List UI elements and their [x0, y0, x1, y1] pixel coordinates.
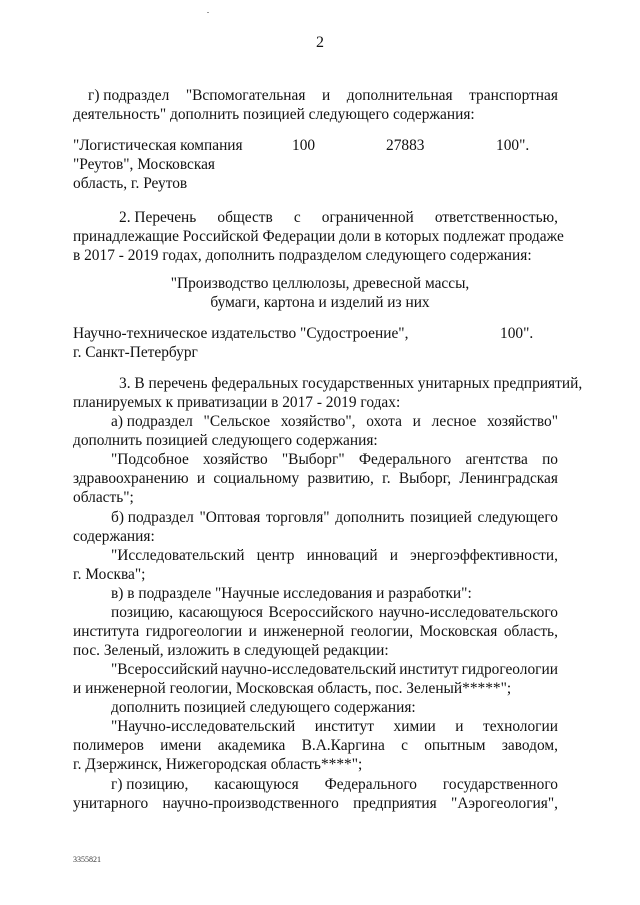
logistics-col2: 27883 [386, 137, 425, 154]
item3-v-line: в) в подразделе "Научные исследования и разработки": [111, 585, 472, 602]
word: с [401, 737, 408, 754]
item3-g-line1 [111, 775, 558, 795]
word: Московская [419, 623, 498, 640]
word: позицией [410, 509, 472, 526]
word: "Сельское [203, 413, 271, 430]
section-g-line2: деятельность" дополнить позицией следующего содержания: [73, 106, 475, 123]
vyborg-line1 [111, 450, 558, 470]
word: Федерального [358, 451, 452, 468]
pulp-heading-line2: бумаги, картона и изделий из них [210, 294, 430, 311]
word: охота [366, 413, 402, 430]
word: область, [503, 623, 558, 640]
add-position-line: дополнить позицией следующего содержания: [111, 699, 416, 716]
item3-b-line2: содержания: [73, 528, 155, 545]
section-g-line1 [88, 86, 558, 106]
position-line2 [73, 622, 558, 642]
word: "Выборг" [281, 451, 345, 468]
word: социальному [213, 470, 300, 487]
kargin-line1 [111, 717, 558, 737]
item2-line1 [119, 208, 558, 228]
word: дополнить [335, 509, 405, 526]
word: Выборг, [398, 470, 452, 487]
word: предприятия [353, 795, 437, 812]
word: хозяйство [203, 451, 268, 468]
word: В.А.Каргина [301, 737, 385, 754]
kargin-line3: г. Дзержинск, Нижегородская область****"; [73, 756, 363, 773]
word: инженерной [263, 623, 345, 640]
word: ограниченной [321, 209, 414, 226]
word: касающуюся [214, 776, 299, 793]
vyborg-line3: область"; [73, 489, 134, 506]
logistics-col1: 100 [292, 137, 316, 154]
item3-b-line1 [111, 508, 558, 528]
word: "Всероссийский [111, 661, 219, 678]
word: института [73, 623, 140, 640]
word: полимеров [73, 737, 144, 754]
page-number: 2 [316, 34, 324, 51]
item3-a-line1 [111, 412, 558, 432]
vyborg-line2 [73, 469, 558, 489]
word: имени [160, 737, 202, 754]
word: химии [393, 718, 436, 735]
word: опытным [424, 737, 486, 754]
word: заводом, [501, 737, 558, 754]
word: "Аэрогеология", [451, 795, 558, 812]
vsegingeo-line2: и инженерной геологии, Московская область, пос. Зеленый*****"; [73, 680, 512, 697]
word: здравоохранению [73, 470, 189, 487]
logistics-col3: 100". [496, 137, 530, 154]
word: Федерального [324, 776, 417, 793]
word: гидрогеологии [461, 661, 558, 678]
research-line1 [111, 546, 558, 566]
word: академика [217, 737, 286, 754]
kargin-line2 [73, 736, 558, 756]
word: "Научно-исследовательский [111, 718, 296, 735]
word: гидрогеологии [145, 623, 243, 640]
pulp-heading-line1: "Производство целлюлозы, древесной массы, [170, 275, 470, 292]
word: хозяйство", [280, 413, 356, 430]
word: энергоэффективности, [410, 547, 558, 564]
position-line3: пос. Зеленый, изложить в следующей редакции: [73, 642, 389, 659]
word: ответственностью, [434, 209, 558, 226]
pulp-org-line1: Научно-техническое издательство "Судостроение", [73, 325, 409, 342]
document-code: 3355821 [73, 855, 101, 864]
word: и [196, 470, 206, 487]
word: Ленинградская [459, 470, 558, 487]
logistics-name-line3: область, г. Реутов [73, 175, 188, 192]
word: г) подраздел [88, 87, 170, 104]
research-line2: г. Москва"; [73, 566, 146, 583]
word: инноваций [306, 547, 378, 564]
word: и [321, 87, 331, 104]
word: по [542, 451, 558, 468]
word: унитарного [73, 795, 149, 812]
word: лесное [431, 413, 477, 430]
word: г) позицию, [111, 776, 189, 793]
word: научно-исследовательского [378, 604, 558, 621]
scan-speck [207, 12, 209, 13]
word: обществ [217, 209, 273, 226]
pulp-value: 100". [500, 325, 534, 342]
word: хозяйство" [487, 413, 558, 430]
word: центр [256, 547, 295, 564]
word: Всероссийского [268, 604, 374, 621]
item3-g-line2 [73, 794, 558, 814]
word: институт [314, 718, 374, 735]
vsegingeo-line1 [111, 660, 558, 680]
word: позицию, [111, 604, 174, 621]
word: технологии [483, 718, 558, 735]
word: 2. Перечень [119, 209, 197, 226]
word: и [248, 623, 257, 640]
word: геологии, [350, 623, 414, 640]
word: "Исследовательский [111, 547, 245, 564]
word: касающуюся [178, 604, 263, 621]
item3-line1: 3. В перечень федеральных государственных унитарных предприятий, [119, 375, 583, 392]
word: развитию, [307, 470, 374, 487]
item2-line3: в 2017 - 2019 годах, дополнить подразделом следующего содержания: [73, 247, 532, 264]
word: и [389, 547, 398, 564]
word: институт [399, 661, 459, 678]
logistics-name-line2: "Реутов", Московская [73, 156, 216, 173]
word: государственного [442, 776, 558, 793]
word: "Оптовая [199, 509, 261, 526]
word: научно-исследовательский [221, 661, 397, 678]
item2-line2: принадлежащие Российской Федерации доли в которых подлежат продаже [73, 228, 564, 245]
word: г. [382, 470, 391, 487]
word: б) подраздел [111, 509, 194, 526]
position-line1 [111, 603, 558, 623]
word: транспортная [469, 87, 558, 104]
logistics-name-line1: "Логистическая компания [73, 137, 243, 154]
word: и [412, 413, 421, 430]
word: дополнительная [346, 87, 453, 104]
word: и [455, 718, 464, 735]
word: торговля" [265, 509, 330, 526]
word: агентства [465, 451, 528, 468]
pulp-org-line2: г. Санкт-Петербург [73, 344, 198, 361]
word: "Подсобное [111, 451, 189, 468]
word: научно-производственного [162, 795, 339, 812]
word: с [293, 209, 301, 226]
item3-a-line2: дополнить позицией следующего содержания: [73, 432, 378, 449]
word: следующего [477, 509, 558, 526]
word: а) подраздел [111, 413, 193, 430]
item3-line2: планируемых к приватизации в 2017 - 2019 годах: [73, 394, 401, 411]
word: "Вспомогательная [185, 87, 306, 104]
